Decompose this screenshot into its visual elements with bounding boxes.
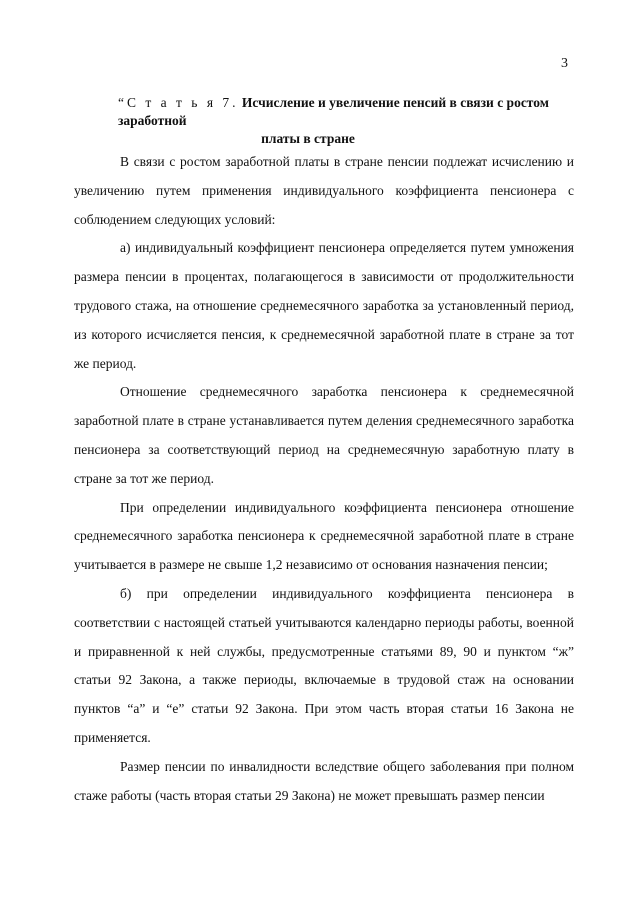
article-heading (118, 94, 568, 148)
paragraph: а) индивидуальный коэффициент пенсионера определяется путем умножения размера пенсии в процентах, полагающегося в зависимости от продолжительности трудового стажа, на отношение среднемесячного заработка за установленный период, из которого исчисляется пенсия, к среднемесячной заработной плате в стране за тот же период. (74, 240, 574, 371)
paragraph: В связи с ростом заработной платы в стране пенсии подлежат исчислению и увеличению путем применения индивидуального коэффициента пенсионера с соблюдением следующих условий: (74, 154, 574, 227)
article-body (74, 148, 574, 810)
paragraph: б) при определении индивидуального коэффициента пенсионера в соответствии с настоящей статьей учитываются календарно периоды работы, военной и приравненной к ней службы, предусмотренные статьями 89, 90 и пунктом “ж” статьи 92 Закона, а также периоды, включаемые в трудовой стаж на основании пунктов “а” и “е” статьи 92 Закона. При этом часть вторая статьи 16 Закона не применяется. (74, 585, 574, 745)
paragraph: При определении индивидуального коэффициента пенсионера отношение среднемесячного заработка пенсионера к среднемесячной заработной плате в стране учитывается в размере не свыше 1,2 независимо от основания назначения пенсии; (74, 499, 574, 573)
paragraph: Отношение среднемесячного заработка пенсионера к среднемесячной заработной плате в стране устанавливается путем деления среднемесячного заработка пенсионера за соответствующий период на среднемесячную заработную плату в стране за тот же период. (74, 384, 574, 486)
article-prefix: “С т а т ь я 7. (118, 95, 239, 110)
paragraph: Размер пенсии по инвалидности вследствие общего заболевания при полном стаже работы (часть вторая статьи 29 Закона) не может превышать размер пенсии (74, 758, 574, 803)
article-title-line2: платы в стране (261, 131, 355, 146)
page-number: 3 (561, 56, 568, 71)
article-title-line1: Исчисление и увеличение пенсий в связи с ростом заработной (118, 95, 549, 128)
